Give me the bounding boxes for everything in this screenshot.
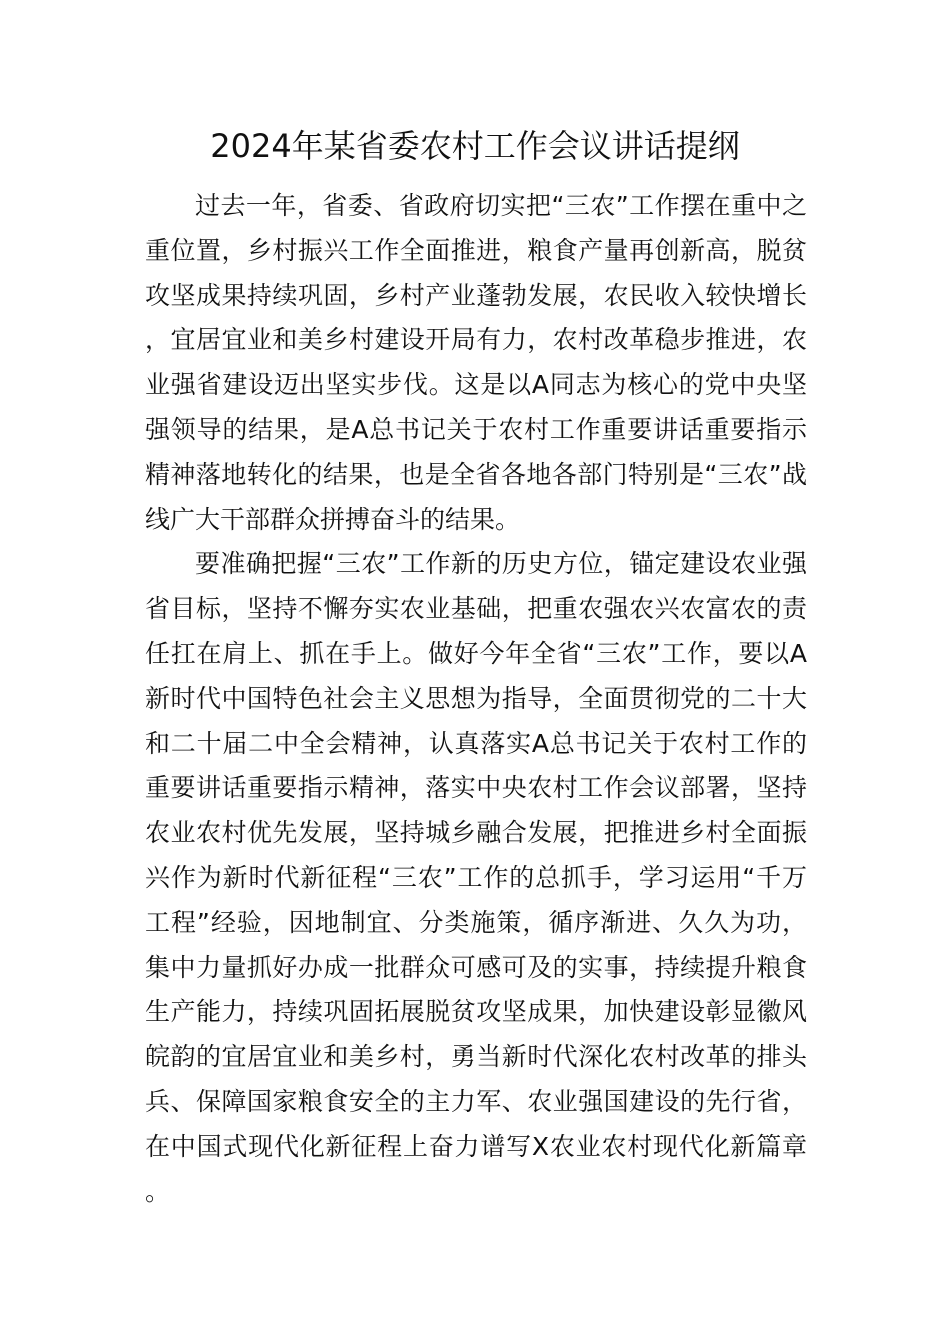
document-title: 2024年某省委农村工作会议讲话提纲 bbox=[210, 127, 740, 165]
document-body bbox=[145, 184, 807, 1214]
paragraph-2: 要准确把握“三农”工作新的历史方位，锚定建设农业强省目标，坚持不懈夯实农业基础，把重农强农兴农富农的责任扛在肩上、抓在手上。做好今年全省“三农”工作，要以A新时代中国特色社会主义思想为指导，全面贯彻党的二十大和二十届二中全会精神，认真落实A总书记关于农村工作的重要讲话重要指示精神，落实中央农村工作会议部署，坚持农业农村优先发展，坚持城乡融合发展，把推进乡村全面振兴作为新时代新征程“三农”工作的总抓手，学习运用“千万工程”经验，因地制宜、分类施策，循序渐进、久久为功，集中力量抓好办成一批群众可感可及的实事，持续提升粮食生产能力，持续巩固拓展脱贫攻坚成果，加快建设彰显徽风皖韵的宜居宜业和美乡村，勇当新时代深化农村改革的排头兵、保障国家粮食安全的主力军、农业强国建设的先行省，在中国式现代化新征程上奋力谱写X农业农村现代化新篇章。 bbox=[145, 549, 807, 1206]
paragraph-1: 过去一年，省委、省政府切实把“三农”工作摆在重中之重位置，乡村振兴工作全面推进，粮食产量再创新高，脱贫攻坚成果持续巩固，乡村产业蓬勃发展，农民收入较快增长，宜居宜业和美乡村建设开局有力，农村改革稳步推进，农业强省建设迈出坚实步伐。这是以A同志为核心的党中央坚强领导的结果，是A总书记关于农村工作重要讲话重要指示精神落地转化的结果，也是全省各地各部门特别是“三农”战线广大干部群众拼搏奋斗的结果。 bbox=[145, 191, 807, 534]
